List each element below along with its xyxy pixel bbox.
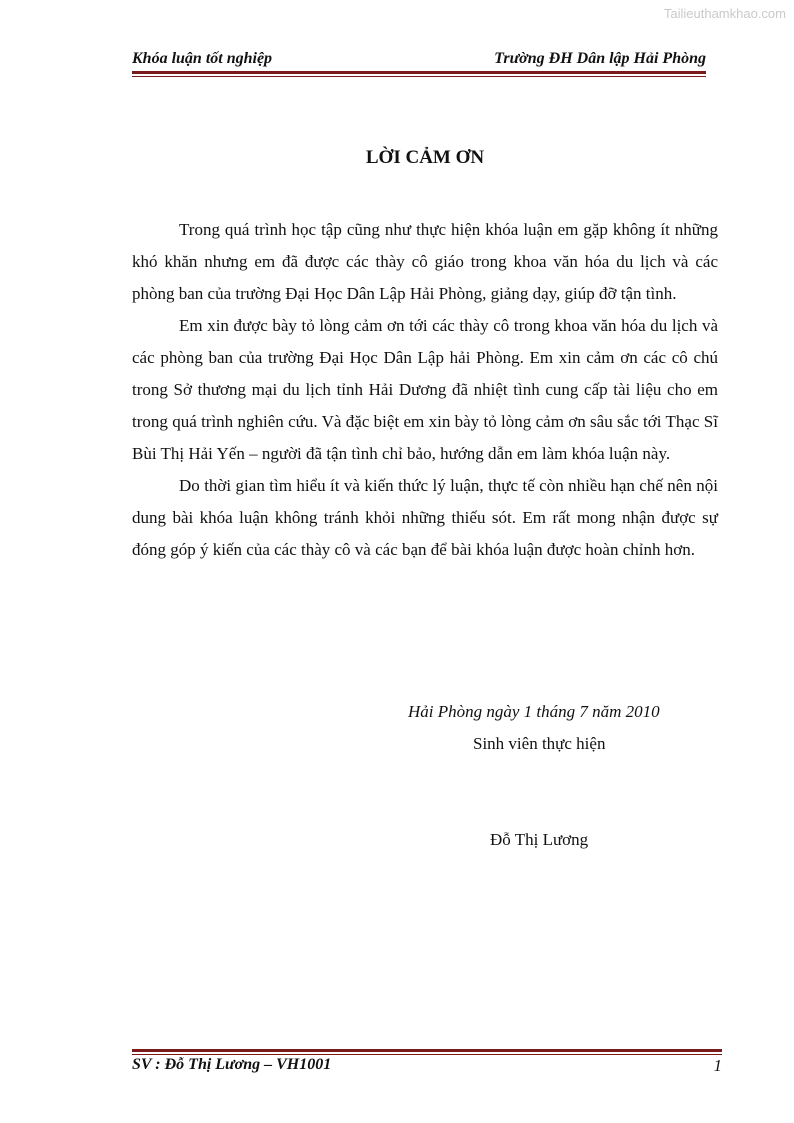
header-thesis-label: Khóa luận tốt nghiệp — [132, 50, 273, 67]
paragraph-3: Do thời gian tìm hiểu ít và kiến thức lý luận, thực tế còn nhiều hạn chế nên nội dung bài khóa luận không tránh khỏi những thiếu sót. Em rất mong nhận được sự đóng góp ý kiến của các thày cô và các bạn để bài khóa luận được hoàn chỉnh hơn. — [132, 476, 718, 559]
header-university: Trường ĐH Dân lập Hải Phòng — [494, 50, 706, 67]
acknowledgement-body — [132, 214, 718, 566]
page-header — [132, 50, 706, 72]
footer-divider — [132, 1049, 722, 1055]
page-number: 1 — [713, 1056, 722, 1075]
watermark: Tailieuthamkhao.com — [663, 6, 786, 21]
paragraph-2: Em xin được bày tỏ lòng cảm ơn tới các thày cô trong khoa văn hóa du lịch và các phòng ban của trường Đại Học Dân Lập hải Phòng. Em xin cảm ơn các cô chú trong Sở thương mại du lịch tỉnh Hải Dương đã nhiệt tình cung cấp tài liệu cho em trong quá trình nghiên cứu. Và đặc biệt em xin bày tỏ lòng cảm ơn sâu sắc tới Thạc Sĩ Bùi Thị Hải Yến – người đã tận tình chỉ bảo, hướng dẫn em làm khóa luận này. — [132, 316, 718, 463]
paragraph-1: Trong quá trình học tập cũng như thực hiện khóa luận em gặp không ít những khó khăn nhưng em đã được các thày cô giáo trong khoa văn hóa du lịch và các phòng ban của trường Đại Học Dân Lập Hải Phòng, giảng dạy, giúp đỡ tận tình. — [132, 220, 718, 303]
signature-name: Đỗ Thị Lương — [490, 830, 589, 849]
footer-student: SV : Đỗ Thị Lương – VH1001 — [132, 1056, 332, 1073]
page-title: LỜI CẢM ƠN — [365, 147, 485, 168]
header-divider — [132, 71, 706, 77]
signature-date: Hải Phòng ngày 1 tháng 7 năm 2010 — [408, 702, 660, 721]
signature-role: Sinh viên thực hiện — [473, 734, 606, 753]
